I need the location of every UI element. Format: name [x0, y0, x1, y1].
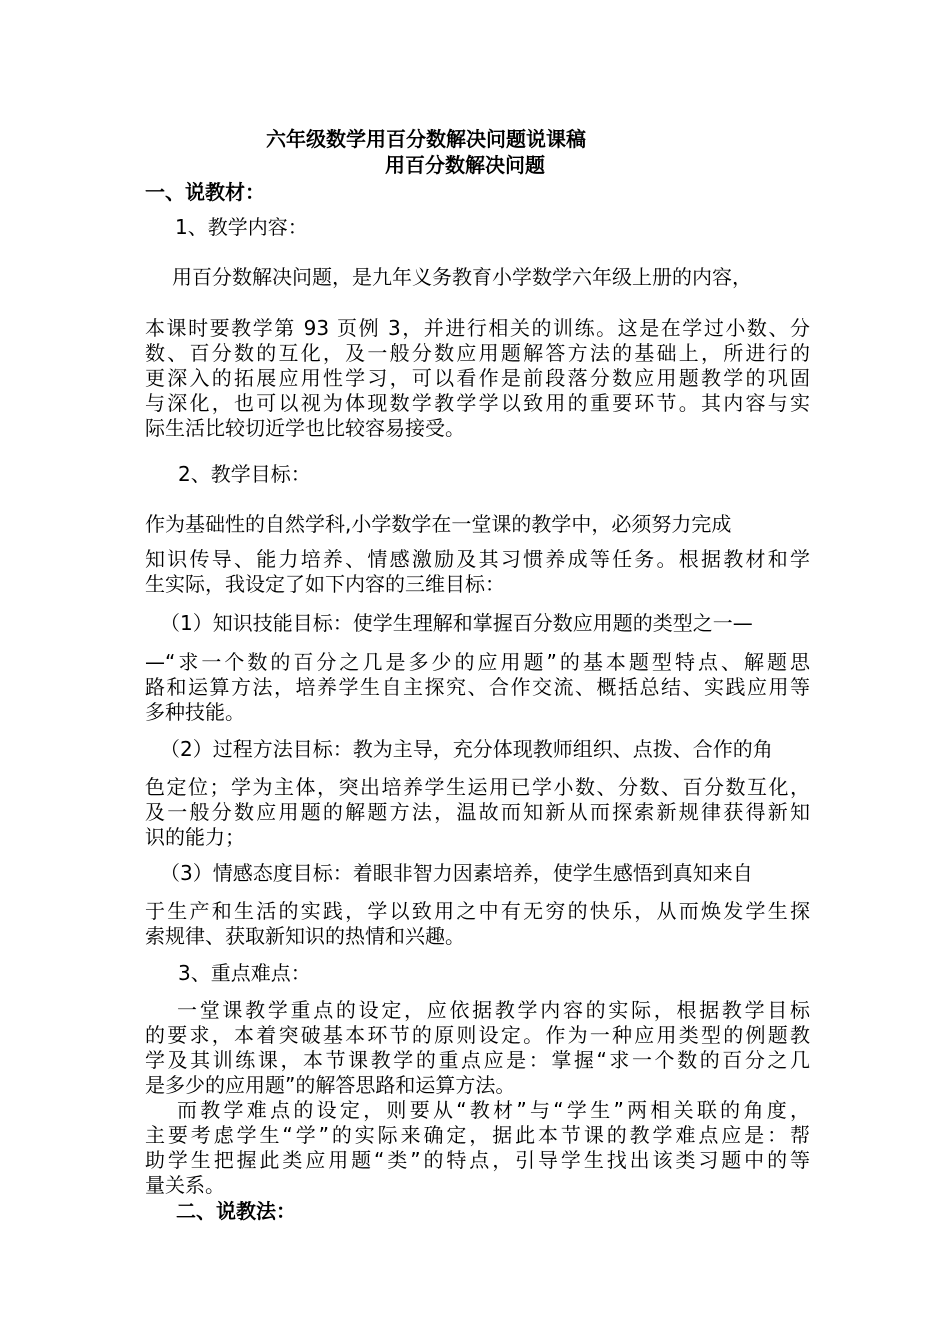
- text-line: 生实际，我设定了如下内容的三维目标：: [145, 572, 505, 596]
- paragraph-goal-2-lead: [160, 737, 810, 762]
- text-line: 主要考虑学生“学”的实际来确定，据此本节课的教学难点应是：帮: [145, 1123, 810, 1147]
- text-line: 本课时要教学第 93 页例 3，并进行相关的训练。这是在学过小数、分: [145, 316, 810, 340]
- text-line: 量关系。: [145, 1173, 225, 1197]
- text-line: （3）情感态度目标：着眼非智力因素培养，使学生感悟到真知来自: [160, 861, 753, 885]
- paragraph-goal-1: [145, 650, 810, 725]
- paragraph-goal-3-lead: [160, 861, 810, 886]
- subheading-teaching-goals: 2、教学目标：: [178, 462, 311, 486]
- text-line: 路和运算方法，培养学生自主探究、合作交流、概括总结、实践应用等: [145, 675, 810, 699]
- text-line: 作为基础性的自然学科,小学数学在一堂课的教学中，必须努力完成: [145, 512, 732, 536]
- text-line: 色定位；学为主体，突出培养学生运用已学小数、分数、百分数互化，: [145, 775, 810, 799]
- document-subtitle: 用百分数解决问题: [385, 153, 545, 177]
- text-line: 一堂课教学重点的设定，应依据教学内容的实际，根据教学目标: [177, 998, 810, 1022]
- section-heading-teaching-material: 一、说教材：: [145, 180, 265, 204]
- text-line: 用百分数解决问题，是九年义务教育小学数学六年级上册的内容，: [172, 265, 752, 289]
- text-line: —“求一个数的百分之几是多少的应用题”的基本题型特点、解题思: [145, 650, 810, 674]
- text-line: 与深化，也可以视为体现数学教学学以致用的重要环节。其内容与实: [145, 391, 810, 415]
- text-line: 识的能力；: [145, 825, 245, 849]
- text-line: 助学生把握此类应用题“类”的特点，引导学生找出该类习题中的等: [145, 1148, 810, 1172]
- text-line: 的要求，本着突破基本环节的原则设定。作为一种应用类型的例题教: [145, 1023, 810, 1047]
- subheading-teaching-content: 1、教学内容：: [175, 215, 308, 239]
- paragraph-goals-tasks: [145, 547, 810, 597]
- text-line: 是多少的应用题”的解答思路和运算方法。: [145, 1073, 516, 1097]
- text-line: 于生产和生活的实践，学以致用之中有无穷的快乐，从而焕发学生探: [145, 899, 810, 923]
- text-line: 学及其训练课，本节课教学的重点应是：掌握“求一个数的百分之几: [145, 1048, 810, 1072]
- paragraph-goal-2: [145, 775, 810, 850]
- subheading-key-points: 3、重点难点：: [178, 961, 311, 985]
- paragraph-intro: [172, 265, 812, 290]
- text-line: 数、百分数的互化，及一般分数应用题解答方法的基础上，所进行的: [145, 341, 810, 365]
- text-line: 际生活比较切近学也比较容易接受。: [145, 416, 465, 440]
- text-line: 多种技能。: [145, 700, 245, 724]
- text-line: 而教学难点的设定，则要从“教材”与“学生”两相关联的角度，: [177, 1098, 810, 1122]
- paragraph-goal-3: [145, 899, 810, 949]
- paragraph-key-points: [145, 998, 810, 1198]
- paragraph-goals-intro: [145, 512, 810, 537]
- document-title: 六年级数学用百分数解决问题说课稿: [266, 127, 586, 151]
- section-heading-teaching-method: 二、说教法：: [176, 1199, 296, 1223]
- text-line: 及一般分数应用题的解题方法，温故而知新从而探索新规律获得新知: [145, 800, 810, 824]
- text-line: （2）过程方法目标：教为主导，充分体现教师组织、点拨、合作的角: [160, 737, 773, 761]
- text-line: （1）知识技能目标：使学生理解和掌握百分数应用题的类型之一—: [160, 611, 753, 635]
- text-line: 更深入的拓展应用性学习，可以看作是前段落分数应用题教学的巩固: [145, 366, 810, 390]
- paragraph-content: [145, 316, 810, 441]
- paragraph-goal-1-lead: [160, 611, 810, 636]
- text-line: 索规律、获取新知识的热情和兴趣。: [145, 924, 465, 948]
- text-line: 知识传导、能力培养、情感激励及其习惯养成等任务。根据教材和学: [145, 547, 810, 571]
